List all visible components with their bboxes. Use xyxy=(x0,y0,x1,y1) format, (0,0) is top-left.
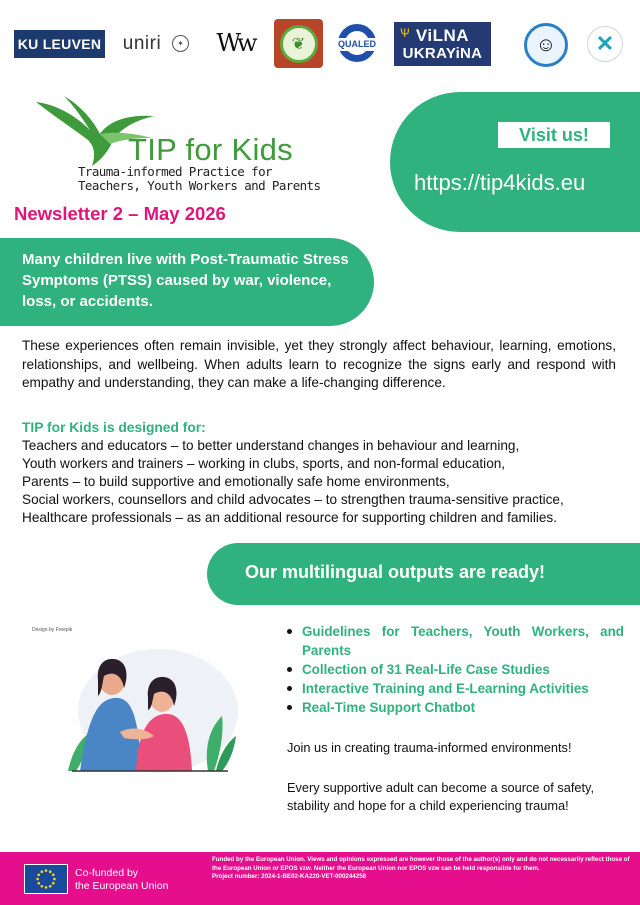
cofunded-line2: the European Union xyxy=(75,879,169,892)
list-item: Guidelines for Teachers, Youth Workers, and Parents xyxy=(284,622,624,660)
ecology-logo xyxy=(274,19,323,68)
ku-leuven-text: KU LEUVEN xyxy=(17,36,102,52)
disclaimer-text: Funded by the European Union. Views and opinions expressed are however those of the author(s) only and do not necessarily reflect those of the European Union or EPOS vzw. Neither the European Union nor EPOS vzw can be held responsible for them. xyxy=(212,856,630,872)
qualed-logo xyxy=(334,24,380,66)
ku-leuven-logo xyxy=(14,30,105,58)
uniri-logo xyxy=(117,32,167,56)
qualed-text: QUALED xyxy=(332,38,382,51)
list-item: Parents – to build supportive and emotionally safe home environments, xyxy=(22,474,450,489)
www-logo xyxy=(210,26,260,60)
list-item: Interactive Training and E-Learning Activities xyxy=(284,679,624,698)
vilna-ukrayina-logo xyxy=(394,22,491,66)
visit-us-label: Visit us! xyxy=(498,122,610,148)
ukrayina-text: UKRAYiNA xyxy=(402,44,483,62)
outputs-banner-text: Our multilingual outputs are ready! xyxy=(245,562,546,582)
uniri-seal-icon: ✦ xyxy=(172,35,189,52)
footer xyxy=(0,852,640,905)
brand-title: TIP for Kids xyxy=(128,132,293,167)
x-logo: ✕ xyxy=(587,26,623,62)
intro-paragraph: These experiences often remain invisible, yet they strongly affect behaviour, learning, emotions, relationships, and wellbeing. When adults learn to recognize the signs early and respond with empathy and understanding, they can make a life-changing difference. xyxy=(22,338,616,390)
uniri-text: uniri xyxy=(122,33,162,54)
project-number: Project number: 2024-1-BE02-KA220-VET-000244258 xyxy=(212,873,367,881)
trident-icon: Ѱ xyxy=(400,26,410,40)
callout-text: Many children live with Post-Traumatic Stress Symptoms (PTSS) caused by war, violence, loss, or accidents. xyxy=(22,251,349,310)
brand-subtitle-line2: Teachers, Youth Workers and Parents xyxy=(78,178,321,193)
partner-logos xyxy=(0,0,640,80)
list-item: Social workers, counsellors and child advocates – to strengthen trauma-sensitive practice, xyxy=(22,492,564,507)
list-item: Real-Time Support Chatbot xyxy=(284,698,624,717)
designed-for-heading: TIP for Kids is designed for: xyxy=(22,420,206,435)
join-text: Join us in creating trauma-informed environments! xyxy=(287,740,572,755)
visit-panel xyxy=(390,92,640,232)
leaf-icon: ❦ xyxy=(280,25,318,63)
list-item: Teachers and educators – to better understand changes in behaviour and learning, xyxy=(22,438,520,453)
designed-for-list xyxy=(22,437,632,527)
brand-subtitle-line1: Trauma-informed Practice for xyxy=(78,164,272,179)
every-supportive-adult-text: Every supportive adult can become a source of safety, stability and hope for a child experiencing trauma! xyxy=(287,780,595,813)
ptss-callout xyxy=(0,238,374,326)
design-credit: Design by Freepik xyxy=(32,627,73,633)
outputs-banner xyxy=(207,543,640,605)
list-item: Collection of 31 Real-Life Case Studies xyxy=(284,660,624,679)
child-face-logo: ☺ xyxy=(524,23,568,67)
tip-for-kids-brand xyxy=(34,92,321,202)
outputs-list xyxy=(284,622,624,717)
cofunded-label xyxy=(75,867,168,892)
brand-subtitle xyxy=(78,165,320,193)
www-text: Ww xyxy=(216,29,254,57)
eu-disclaimer xyxy=(212,856,632,882)
cofunded-line1: Co-funded by xyxy=(75,867,139,879)
mother-child-illustration xyxy=(58,636,238,786)
list-item: Healthcare professionals – as an additional resource for supporting children and families. xyxy=(22,510,557,525)
website-link[interactable]: https://tip4kids.eu xyxy=(414,170,586,195)
eu-flag-icon xyxy=(24,864,68,894)
vilna-text: ViLNA xyxy=(415,25,470,45)
newsletter-title: Newsletter 2 – May 2026 xyxy=(14,203,226,224)
list-item: Youth workers and trainers – working in clubs, sports, and non-formal education, xyxy=(22,456,506,471)
